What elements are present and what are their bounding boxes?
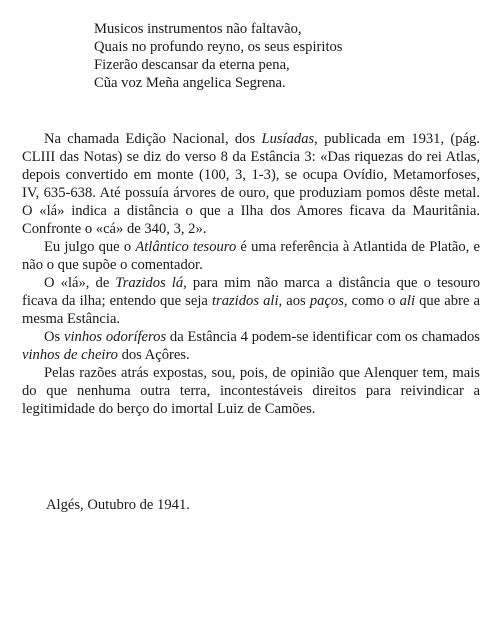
text-run: Eu julgo que o — [44, 239, 136, 255]
paragraph — [22, 130, 480, 238]
paragraph — [22, 274, 480, 328]
italic-text: Lusíadas, — [261, 131, 318, 147]
paragraph — [22, 328, 480, 364]
verse-line: Fizerão descansar da eterna pena, — [94, 57, 290, 73]
italic-text: Atlântico tesouro — [135, 239, 237, 255]
verse-quote — [94, 20, 342, 92]
body-text — [22, 130, 480, 418]
text-run: Na chamada Edição Nacional, dos — [44, 131, 262, 147]
place-date-signature: Algés, Outubro de 1941. — [46, 497, 190, 513]
text-run: para mim não marca a distância que o tesouro ficava da ilha; entendo que seja — [22, 275, 480, 309]
italic-text: vinhos odoríferos — [64, 329, 167, 345]
verse-line: Cũa voz Meña angelica Segrena. — [94, 75, 286, 91]
italic-text: trazidos ali, — [211, 293, 283, 309]
text-run: que abre a mesma Estância. — [22, 293, 480, 327]
text-run: aos — [282, 293, 310, 309]
text-run: como o — [347, 293, 400, 309]
text-run: O «lá», de — [44, 275, 116, 291]
text-run: dos Açôres. — [117, 347, 190, 363]
text-run: é uma referência à Atlantida de Platão, e não o que supõe o comentador. — [22, 239, 480, 273]
text-run: Os — [44, 329, 64, 345]
italic-text: paços, — [309, 293, 348, 309]
paragraph — [22, 364, 480, 418]
verse-line: Musicos instrumentos não faltavão, — [94, 21, 302, 37]
text-run: publicada em 1931, (pág. CLIII das Notas) se diz do verso 8 da Estância 3: «Das riquezas do rei Atlas, depois convertido em monte (100, 3, 1-3), se ocupa Ovídio, Metamorfoses, IV, 635-638. Até possuía árvores de ouro, que produziam pomos dêste metal. O «lá» indica a distância o que a Ilha dos Amores ficava da Mauritânia. Confronte o «cá» de 340, 3, 2». — [22, 131, 480, 237]
italic-text: vinhos de cheiro — [22, 347, 118, 363]
paragraph — [22, 238, 480, 274]
italic-text: Trazidos lá, — [115, 275, 187, 291]
italic-text: ali — [399, 293, 415, 309]
text-run: da Estância 4 podem-se identificar com os chamados — [166, 329, 480, 345]
verse-line: Quais no profundo reyno, os seus espiritos — [94, 39, 343, 55]
text-run: Pelas razões atrás expostas, sou, pois, de opinião que Alenquer tem, mais do que nenhuma outra terra, incontestáveis direitos para reivindicar a legitimidade do berço do imortal Luiz de Camões. — [22, 365, 480, 417]
